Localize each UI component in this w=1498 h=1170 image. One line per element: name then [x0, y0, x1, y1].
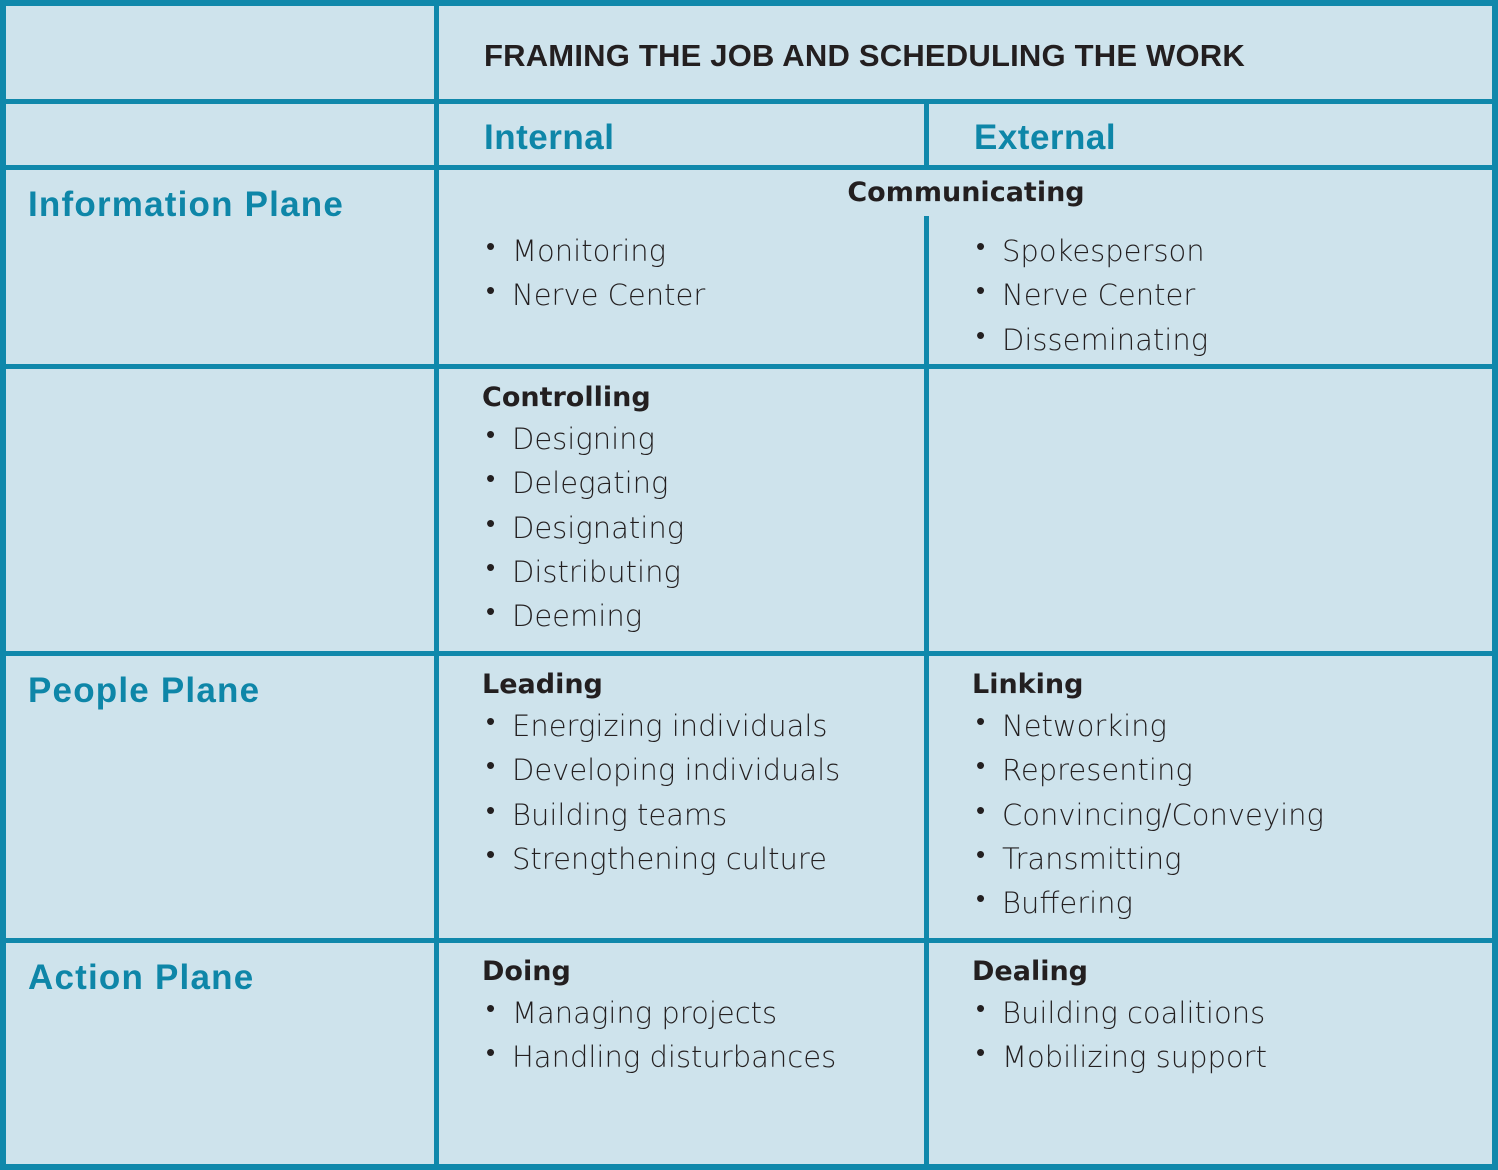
rule-horizontal [6, 938, 1492, 943]
row-plane-label-action [6, 944, 440, 1164]
rule-vertical-row3 [924, 651, 929, 938]
rule-vertical-row1 [924, 216, 929, 364]
rule-vertical-plane [434, 6, 439, 1164]
rule-horizontal [6, 99, 1492, 104]
cell-controlling-internal [440, 370, 930, 657]
list-item: • Spokesperson [972, 229, 1492, 273]
list-item: • Convincing/Conveying [972, 793, 1492, 837]
list-item: • Building coalitions [972, 991, 1492, 1035]
column-header-external-label: External [974, 118, 1117, 157]
list-item: • Deeming [482, 594, 930, 638]
row-plane-label-people [6, 657, 440, 944]
bullet-list [482, 704, 930, 881]
rule-vertical-row2 [924, 364, 929, 651]
rule-vertical-colheader [924, 99, 929, 165]
cell-action-external [930, 944, 1492, 1164]
list-item: • Managing projects [482, 991, 930, 1035]
cell-action-internal [440, 944, 930, 1164]
bullet-list [972, 991, 1492, 1080]
list-item: • Representing [972, 748, 1492, 792]
list-item: • Buffering [972, 881, 1492, 925]
bullet-list [482, 417, 930, 639]
rule-vertical-row4 [924, 938, 929, 1164]
group-heading: Linking [972, 669, 1084, 700]
list-item: • Designating [482, 506, 930, 550]
list-item: • Developing individuals [482, 748, 930, 792]
group-heading: Dealing [972, 956, 1089, 987]
column-header-external [930, 105, 1492, 171]
list-item: • Networking [972, 704, 1492, 748]
rule-horizontal [6, 651, 1492, 656]
cell-people-external [930, 657, 1492, 944]
group-heading-communicating: Communicating [847, 177, 1085, 208]
group-heading: Controlling [482, 382, 651, 413]
list-item: • Nerve Center [972, 273, 1492, 317]
column-header-internal [440, 105, 930, 171]
column-header-internal-label: Internal [484, 118, 615, 157]
bullet-list [482, 229, 930, 318]
cell-information-internal [440, 171, 930, 370]
list-item: • Strengthening culture [482, 837, 930, 881]
list-item: • Designing [482, 417, 930, 461]
banner-cell [440, 6, 1492, 105]
bullet-list [972, 229, 1492, 362]
cell-people-internal [440, 657, 930, 944]
list-item: • Distributing [482, 550, 930, 594]
rule-horizontal [6, 364, 1492, 369]
row-plane-label-information [6, 171, 440, 370]
row-plane-label-blank [6, 370, 440, 657]
list-item: • Handling disturbances [482, 1035, 930, 1079]
list-item: • Energizing individuals [482, 704, 930, 748]
list-item: • Building teams [482, 793, 930, 837]
plane-label: People Plane [28, 671, 261, 710]
cell-information-external [930, 171, 1492, 370]
list-item: • Nerve Center [482, 273, 930, 317]
cell-controlling-external-empty [930, 370, 1492, 657]
list-item: • Delegating [482, 461, 930, 505]
plane-label: Action Plane [28, 958, 255, 997]
rule-horizontal [6, 165, 1492, 170]
list-item: • Transmitting [972, 837, 1492, 881]
corner-cell-blank [6, 6, 440, 105]
bullet-list [482, 991, 930, 1080]
corner-cell-blank-2 [6, 105, 440, 171]
plane-label: Information Plane [28, 185, 344, 224]
group-heading: Doing [482, 956, 571, 987]
list-item: • Mobilizing support [972, 1035, 1492, 1079]
banner-title: FRAMING THE JOB AND SCHEDULING THE WORK [484, 37, 1245, 73]
table-grid [6, 6, 1492, 1164]
list-item: • Monitoring [482, 229, 930, 273]
list-item: • Disseminating [972, 318, 1492, 362]
group-heading: Leading [482, 669, 603, 700]
bullet-list [972, 704, 1492, 926]
